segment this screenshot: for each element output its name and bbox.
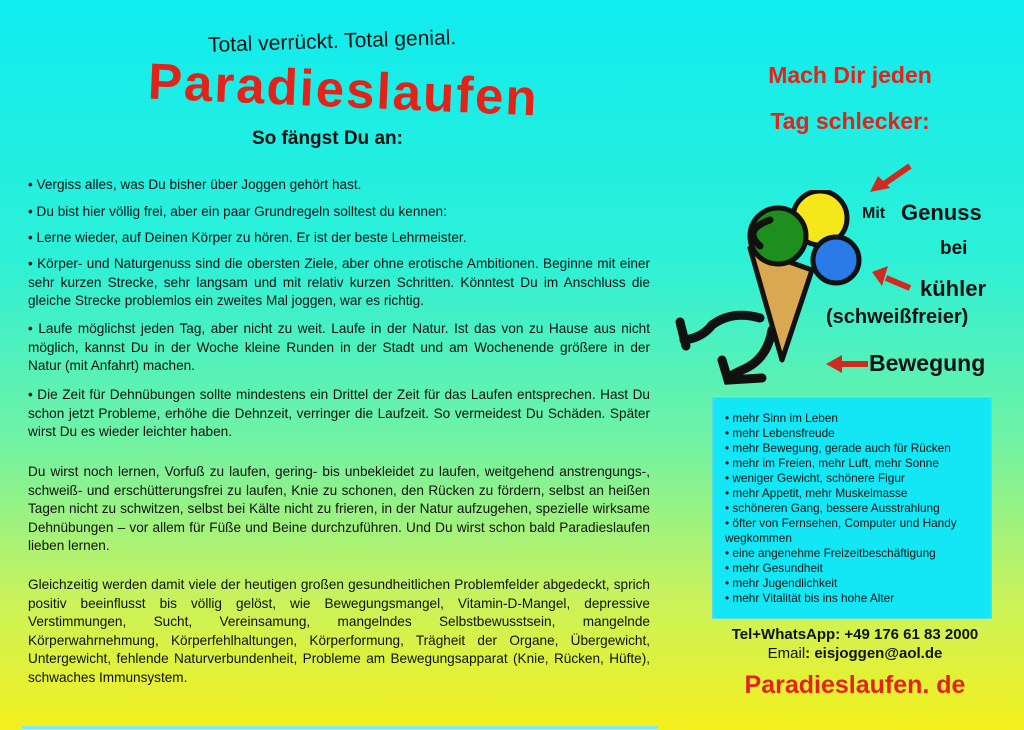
promo-word-mit: Mit <box>862 205 886 222</box>
red-arrow-icon <box>824 354 870 374</box>
contact-email-label: Email <box>767 645 806 662</box>
benefits-panel <box>712 397 992 619</box>
promo-word-bewegung: Bewegung <box>869 350 986 376</box>
benefit-item: • mehr Sinn im Leben <box>725 411 838 425</box>
rule-item: • Körper- und Naturgenuss sind die obersten Ziele, aber ohne erotische Ambitionen. Beginne mit einer sehr kurzen Strecke, sehr langsam und mit relativ kurzen Schritten. Könntest Du im Anschluss die gleiche Strecke problemlos ein zweites Mal joggen, war es richtig. <box>28 256 650 308</box>
page-title: Paradieslaufen <box>146 52 540 127</box>
body-paragraph: Gleichzeitig werden damit viele der heutigen großen gesundheitlichen Problemfelder abgedeckt, sprich positiv beeinflusst bis völlig gelöst, wie Bewegungsmangel, Vitamin-D-Mangel, depressive Verstimmungen, Sucht, Vereinsamung, mangelndes Selbstbewusstsein, mangelnde Körperwahrnehmung, Körperfehlhaltungen, Körperformung, Trägheit der Organe, Übergewicht, Untergewicht, fehlende Naturverbundenheit, Probleme am Bewegungsapparat (Knie, Rücken, Hüfte), schwaches Immunsystem. <box>28 577 650 685</box>
benefit-item: • mehr Vitalität bis ins hohe Alter <box>725 591 895 605</box>
red-arrow-icon <box>870 266 914 294</box>
benefit-item: • mehr Bewegung, gerade auch für Rücken <box>725 441 951 455</box>
benefit-item: • mehr Gesundheit <box>725 561 823 575</box>
contact-email-row <box>700 645 1010 662</box>
divider <box>22 726 658 729</box>
subtitle: So fängst Du an: <box>252 128 403 149</box>
benefit-item: • mehr Appetit, mehr Muskelmasse <box>725 486 908 500</box>
benefit-item: • schöneren Gang, bessere Ausstrahlung <box>725 501 940 515</box>
rule-item: • Lerne wieder, auf Deinen Körper zu hören. Er ist der beste Lehrmeister. <box>28 230 467 245</box>
promo-headline-2: Tag schlecker: <box>770 108 930 134</box>
rule-item: • Laufe möglichst jeden Tag, aber nicht zu weit. Laufe in der Natur. Ist das von zu Hause aus nicht möglich, kannst Du in der Woche kleine Runden in der Stadt und am Wochenende größere in der Natur (mit Anfahrt) machen. <box>28 321 650 373</box>
promo-word-bei: bei <box>940 238 968 259</box>
rule-item: • Vergiss alles, was Du bisher über Joggen gehört hast. <box>28 177 362 192</box>
rule-item: • Du bist hier völlig frei, aber ein paar Grundregeln solltest du kennen: <box>28 204 447 219</box>
promo-word-kuehler: kühler <box>920 276 987 301</box>
red-arrow-icon <box>868 162 916 196</box>
promo-word-schweissfreier: (schweißfreier) <box>826 306 969 328</box>
promo-word-genuss: Genuss <box>901 200 982 225</box>
benefit-item: • weniger Gewicht, schönere Figur <box>725 471 905 485</box>
promo-headline-1: Mach Dir jeden <box>768 62 932 88</box>
contact-email[interactable]: : eisjoggen@aol.de <box>805 645 943 662</box>
rule-item: • Die Zeit für Dehnübungen sollte mindestens ein Drittel der Zeit für das Laufen entsprechen. Hast Du schon jetzt Probleme, erhöhe die Dehnzeit, verringer die Laufzeit. So vermeidest Du Schäden. Später wirst Du es wieder leichter haben. <box>28 387 650 439</box>
benefit-item: • eine angenehme Freizeitbeschäftigung <box>725 546 936 560</box>
website-link[interactable]: Paradieslaufen. de <box>744 671 966 699</box>
benefit-item: • mehr im Freien, mehr Luft, mehr Sonne <box>725 456 939 470</box>
tagline: Total verrückt. Total genial. <box>207 26 457 57</box>
body-paragraph: Du wirst noch lernen, Vorfuß zu laufen, gering- bis unbekleidet zu laufen, weitgehend anstrengungs-, schweiß- und erschütterungsfrei zu laufen, Knie zu schonen, den Rücken zu fördern, selbst an heißen Tagen nicht zu schwitzen, selbst bei Kälte nicht zu frieren, in der Natur aufzugehen, spezielle wirksame Dehnübungen – vor allem für Füße und Beine durchzuführen. Und Du wirst schon bald Paradieslaufen lieben lernen. <box>28 464 650 553</box>
contact-phone[interactable]: Tel+WhatsApp: +49 176 61 83 2000 <box>731 626 979 643</box>
benefit-item: • öfter von Fernsehen, Computer und Handy wegkommen <box>725 516 957 545</box>
benefit-item: • mehr Lebensfreude <box>725 426 835 440</box>
benefit-item: • mehr Jugendlichkeit <box>725 576 838 590</box>
